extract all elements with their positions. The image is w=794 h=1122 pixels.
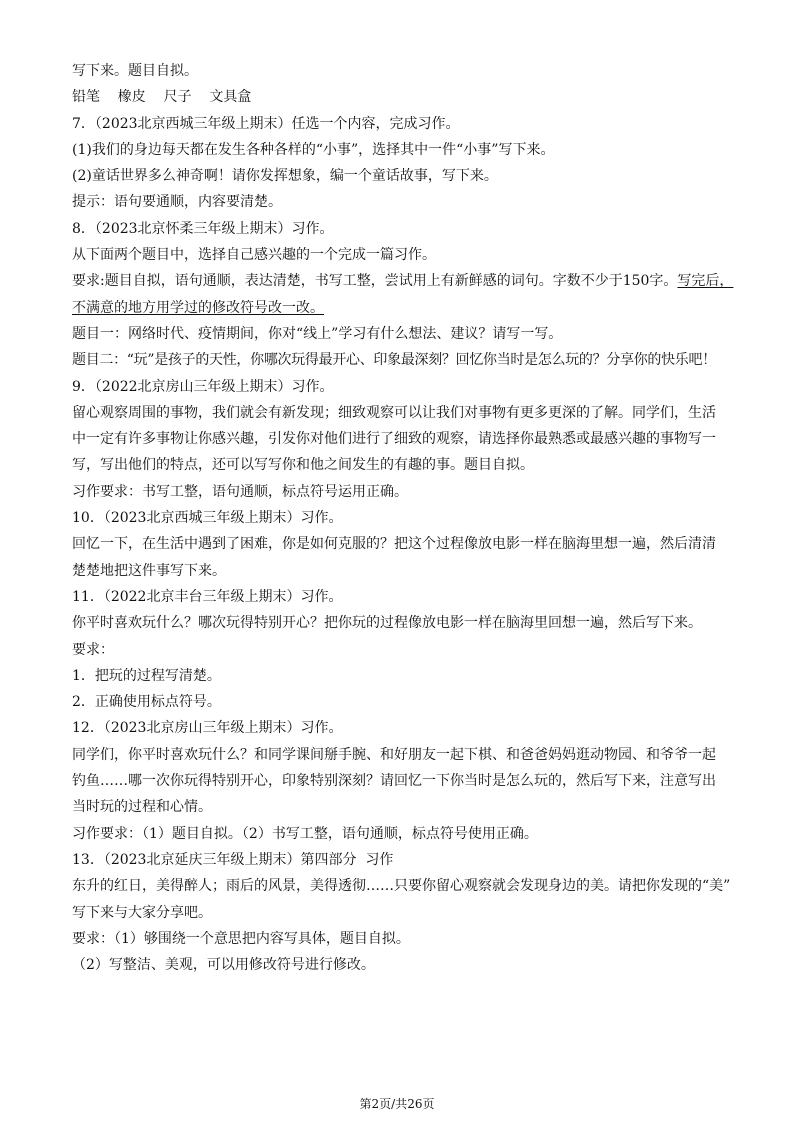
text-line: 要求：（1）够围绕一个意思把内容写具体，题目自拟。 (72, 930, 410, 947)
text-line: 写，写出他们的特点，还可以写写你和他之间发生的有趣的事。题目自拟。 (72, 457, 534, 474)
text-line: 你平时喜欢玩什么？哪次玩得特别开心？把你玩的过程像放电影一样在脑海里回想一遍，然后写下来。 (72, 615, 702, 632)
text-line: 题目二：“玩”是孩子的天性，你哪次玩得最开心、印象最深刻？回忆你当时是怎么玩的？分享你的快乐吧！ (72, 352, 716, 369)
text-line: 留心观察周围的事物，我们就会有新发现；细致观察可以让我们对事物有更多更深的了解。同学们，生活 (72, 404, 716, 421)
page-number: 第2页/共26页 (359, 1097, 435, 1111)
text-line: (2)童话世界多么神奇啊！请你发挥想象，编一个童话故事，写下来。 (72, 168, 498, 185)
text-line: 提示：语句要通顺，内容要清楚。 (72, 194, 282, 211)
text-line: 写下来。题目自拟。 (72, 63, 198, 79)
underlined-text: 不满意的地方用学过的修改符号改一改。 (72, 299, 324, 316)
text-line: 写下来与大家分享吧。 (72, 904, 212, 921)
question-heading: 7．（2023北京西城三年级上期末）任选一个内容，完成习作。 (72, 115, 460, 132)
question-heading: 10．（2023北京西城三年级上期末）习作。 (72, 510, 343, 527)
question-heading: 9．（2022北京房山三年级上期末）习作。 (72, 378, 334, 395)
question-heading: 12．（2023北京房山三年级上期末）习作。 (72, 720, 343, 737)
text-line: 东升的红日，美得醉人；雨后的风景，美得透彻……只要你留心观察就会发现身边的美。请把你发现的“美” (72, 878, 731, 895)
question-heading: 13．（2023北京延庆三年级上期末）第四部分 习作 (72, 851, 394, 868)
text-line: 从下面两个题目中，选择自己感兴趣的一个完成一篇习作。 (72, 247, 436, 264)
question-heading: 8．（2023北京怀柔三年级上期末）习作。 (72, 220, 334, 237)
text-line: 要求： (72, 641, 114, 658)
text-line: 中一定有许多事物让你感兴趣，引发你对他们进行了细致的观察，请选择你最熟悉或最感兴趣的事物写一 (72, 431, 716, 448)
text-segment: 要求:题目自拟，语句通顺，表达清楚，书写工整，尝试用上有新鲜感的词句。字数不少于150字。 (72, 273, 678, 290)
text-line: 铅笔 橡皮 尺子 文具盒 (72, 89, 252, 106)
text-line (72, 295, 732, 321)
text-line: 习作要求：（1）题目自拟。（2）书写工整，语句通顺，标点符号使用正确。 (72, 825, 538, 842)
text-line: 回忆一下，在生活中遇到了困难，你是如何克服的？把这个过程像放电影一样在脑海里想一遍，然后清清 (72, 536, 716, 553)
text-line: (1)我们的身边每天都在发生各种各样的“小事”，选择其中一件“小事”写下来。 (72, 141, 555, 158)
text-line: 2．正确使用标点符号。 (72, 694, 221, 711)
text-line: 习作要求：书写工整，语句通顺，标点符号运用正确。 (72, 483, 408, 500)
text-line: 楚楚地把这件事写下来。 (72, 562, 226, 579)
underlined-text: 写完后， (677, 273, 734, 290)
text-line: 钓鱼……哪一次你玩得特别开心，印象特别深刻？请回忆一下你当时是怎么玩的，然后写下来，注意写出 (72, 773, 716, 790)
document-body (72, 58, 732, 978)
question-heading: 11．（2022北京丰台三年级上期末）习作。 (72, 588, 343, 605)
text-line: （2）写整洁、美观，可以用修改符号进行修改。 (72, 957, 375, 974)
text-line (72, 268, 732, 294)
text-line: 同学们，你平时喜欢玩什么？和同学课间掰手腕、和好朋友一起下棋、和爸爸妈妈逛动物园、和爷爷一起 (72, 746, 716, 763)
text-line: 当时玩的过程和心情。 (72, 799, 212, 816)
text-line: 1．把玩的过程写清楚。 (72, 667, 221, 684)
text-line: 题目一：网络时代、疫情期间，你对“线上”学习有什么想法、建议？请写一写。 (72, 325, 563, 342)
